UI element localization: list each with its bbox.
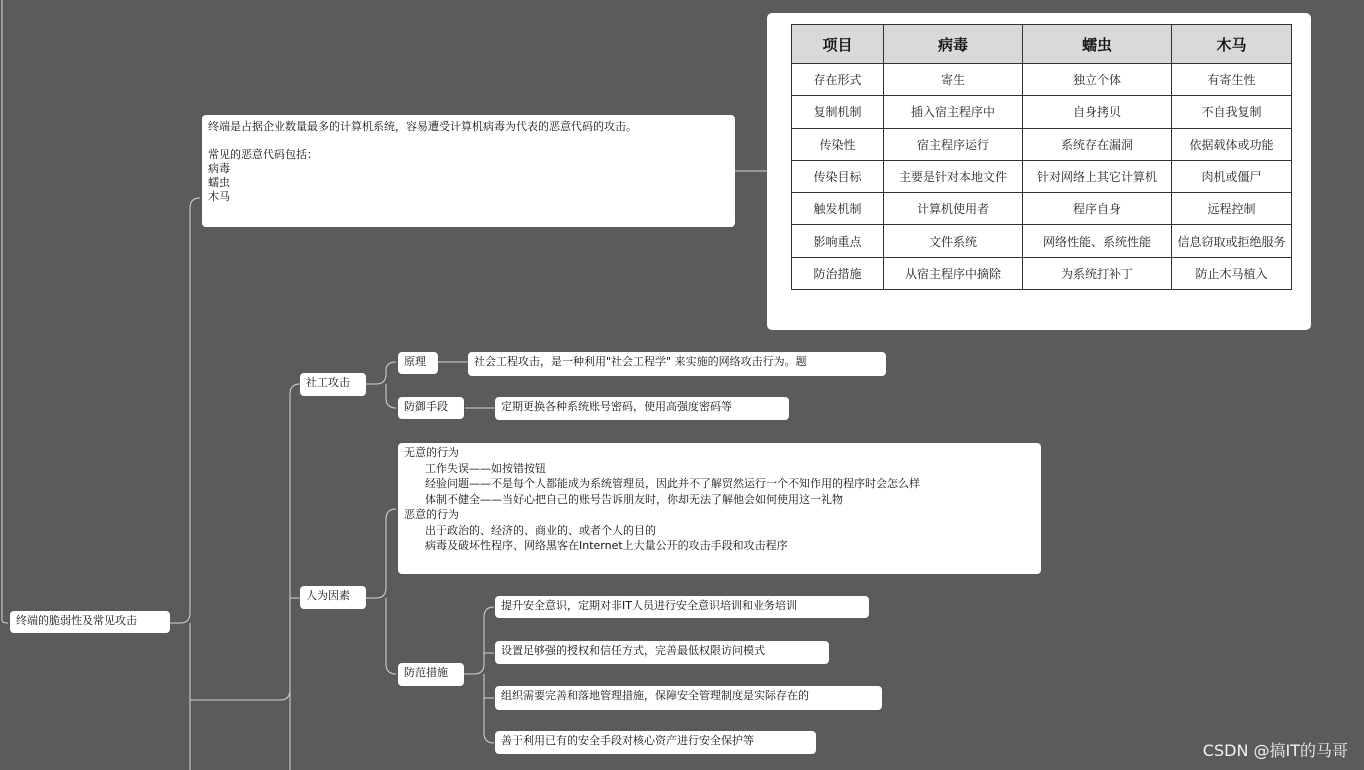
header-trojan: 木马: [1172, 25, 1292, 64]
defense-node[interactable]: 防御手段: [398, 397, 464, 419]
table-cell: 依据载体或功能: [1172, 128, 1292, 160]
defense-detail[interactable]: 定期更换各种系统账号密码，使用高强度密码等: [495, 397, 789, 420]
root-node[interactable]: 终端的脆弱性及常见攻击: [10, 611, 170, 633]
table-cell: 复制机制: [792, 96, 884, 128]
connector-hf-behaviors: [366, 509, 396, 598]
table-cell: 从宿主程序中摘除: [884, 257, 1023, 289]
connector-root-trunk: [170, 198, 200, 623]
table-cell: 远程控制: [1172, 193, 1292, 225]
table-cell: 信息窃取或拒绝服务: [1172, 225, 1292, 257]
table-cell: 不自我复制: [1172, 96, 1292, 128]
table-cell: 主要是针对本地文件: [884, 160, 1023, 192]
table-row: [792, 193, 1292, 225]
measure-item-3[interactable]: 组织需要完善和落地管理措施，保障安全管理制度是实际存在的: [495, 686, 882, 710]
table-cell: 独立个体: [1023, 64, 1172, 96]
malware-comparison-table: [791, 24, 1292, 290]
table-cell: 影响重点: [792, 225, 884, 257]
table-cell: 肉机或僵尸: [1172, 160, 1292, 192]
principle-node[interactable]: 原理: [398, 352, 438, 374]
connector-se-defense: [386, 384, 396, 408]
connector-hf-measures: [386, 598, 396, 674]
table-cell: 存在形式: [792, 64, 884, 96]
table-body: [792, 64, 1292, 290]
human-factors-node[interactable]: 人为因素: [300, 586, 366, 609]
connector-measures-3: [484, 674, 494, 698]
header-item: 项目: [792, 25, 884, 64]
table-cell: 传染目标: [792, 160, 884, 192]
table-cell: 宿主程序运行: [884, 128, 1023, 160]
malware-note[interactable]: 终端是占据企业数量最多的计算机系统，容易遭受计算机病毒为代表的恶意代码的攻击。 常见的恶意代码包括： 病毒 蠕虫 木马: [202, 115, 735, 227]
table-cell: 针对网络上其它计算机: [1023, 160, 1172, 192]
table-cell: 程序自身: [1023, 193, 1172, 225]
table-cell: 文件系统: [884, 225, 1023, 257]
table-cell: 传染性: [792, 128, 884, 160]
table-row: [792, 160, 1292, 192]
table-cell: 有寄生性: [1172, 64, 1292, 96]
connector-measures-4: [484, 698, 494, 743]
principle-detail[interactable]: 社会工程攻击，是一种利用"社会工程学" 来实施的网络攻击行为。题: [468, 352, 886, 376]
connector-se-branch: [366, 362, 396, 384]
measures-node[interactable]: 防范措施: [398, 663, 464, 686]
table-cell: 寄生: [884, 64, 1023, 96]
table-cell: 防治措施: [792, 257, 884, 289]
table-row: [792, 225, 1292, 257]
table-cell: 自身拷贝: [1023, 96, 1172, 128]
table-row: [792, 257, 1292, 289]
header-virus: 病毒: [884, 25, 1023, 64]
table-cell: 系统存在漏洞: [1023, 128, 1172, 160]
connector-left-edge: [2, 0, 8, 623]
connector-measures-2: [484, 653, 494, 664]
table-cell: 为系统打补丁: [1023, 257, 1172, 289]
behaviors-note[interactable]: 无意的行为 工作失误——如按错按钮 经验问题——不是每个人都能成为系统管理员，因此并不了解贸然运行一个不知作用的程序时会怎么样 体制不健全——当好心把自己的账号告诉朋友时，你却无法了解他会如何使用这一礼物 恶意的行为 出于政治的、经济的、商业的、或者个人的目的 病毒及破坏性程序、网络黑客在Internet上大量公开的攻击手段和攻击程序: [398, 443, 1041, 574]
comparison-table-card: [767, 13, 1311, 330]
table-cell: 防止木马植入: [1172, 257, 1292, 289]
table-cell: 触发机制: [792, 193, 884, 225]
table-row: [792, 128, 1292, 160]
table-row: [792, 96, 1292, 128]
table-cell: 插入宿主程序中: [884, 96, 1023, 128]
table-cell: 网络性能、系统性能: [1023, 225, 1172, 257]
social-engineering-node[interactable]: 社工攻击: [300, 373, 366, 396]
table-cell: 计算机使用者: [884, 193, 1023, 225]
connector-measures-trunk: [464, 607, 494, 674]
measure-item-2[interactable]: 设置足够强的授权和信任方式，完善最低权限访问模式: [495, 641, 829, 664]
connector-trunk-2: [190, 384, 300, 700]
measure-item-4[interactable]: 善于利用已有的安全手段对核心资产进行安全保护等: [495, 731, 816, 754]
table-header-row: [792, 25, 1292, 64]
measure-item-1[interactable]: 提升安全意识，定期对非IT人员进行安全意识培训和业务培训: [495, 596, 869, 618]
header-worm: 蠕虫: [1023, 25, 1172, 64]
table-row: [792, 64, 1292, 96]
csdn-watermark: CSDN @搞IT的马哥: [1202, 741, 1348, 760]
